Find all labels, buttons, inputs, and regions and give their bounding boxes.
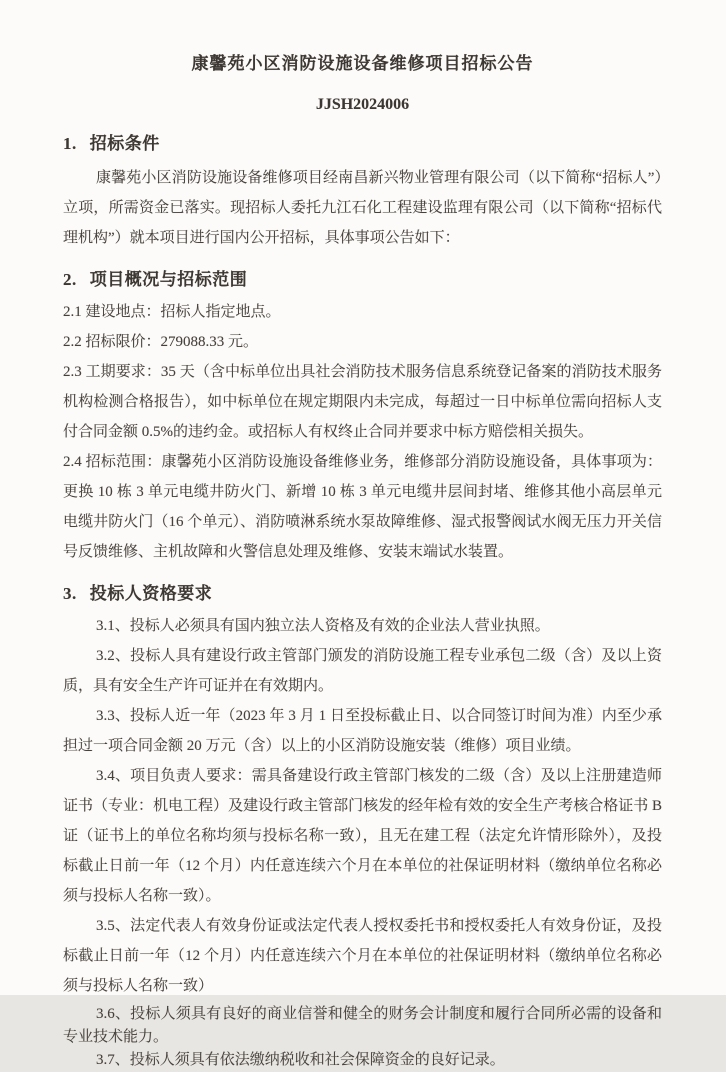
section-project-overview [63, 265, 662, 567]
section-1-heading [63, 129, 662, 159]
clause-1-intro: 康馨苑小区消防设施设备维修项目经南昌新兴物业管理有限公司（以下简称“招标人”）立项，所需资金已落实。现招标人委托九江石化工程建设监理有限公司（以下简称“招标代理机构”）就本项目进行国内公开招标，具体事项公告如下： [63, 170, 662, 247]
clause-2-3: 2.3 工期要求：35 天（含中标单位出具社会消防技术服务信息系统登记备案的消防技术服务机构检测合格报告），如中标单位在规定期限内未完成，每超过一日中标单位需向招标人支付合同金额 0.5%的违约金。或招标人有权终止合同并要求中标方赔偿相关损失。 [63, 364, 662, 441]
clause-3-7: 3.7、投标人须具有依法缴纳税收和社会保障资金的良好记录。 [96, 1052, 505, 1069]
section-bidding-conditions [63, 129, 662, 253]
section-2-number: 2. [63, 270, 77, 290]
project-code: JJSH2024006 [315, 96, 410, 114]
section-bidder-qualifications [63, 579, 662, 1072]
clause-2-4: 2.4 招标范围：康馨苑小区消防设施设备维修业务，维修部分消防设施设备，具体事项为：更换 10 栋 3 单元电缆井防火门、新增 10 栋 3 单元电缆井层间封堵、维修其他小高层单元电缆井防火门（16 个单元）、消防喷淋系统水泵故障维修、湿式报警阀试水阀无压力开关信号反馈维修、主机故障和火警信息处理及维修、安装末端试水装置。 [63, 454, 662, 561]
clause-3-4: 3.4、项目负责人要求：需具备建设行政主管部门核发的二级（含）及以上注册建造师证书（专业：机电工程）及建设行政主管部门核发的经年检有效的安全生产考核合格证书 B 证（证书上的单位名称均须与投标名称一致），且无在建工程（法定允许情形除外），及投标截止日前一年（12 个月）内任意连续六个月在本单位的社保证明材料（缴纳单位名称必须与投标人名称一致）。 [63, 768, 662, 905]
clause-3-1: 3.1、投标人必须具有国内独立法人资格及有效的企业法人营业执照。 [96, 618, 550, 635]
clause-3-2: 3.2、投标人具有建设行政主管部门颁发的消防设施工程专业承包二级（含）及以上资质，具有安全生产许可证并在有效期内。 [63, 648, 662, 695]
section-2-heading [63, 265, 662, 295]
clause-3-3: 3.3、投标人近一年（2023 年 3 月 1 日至投标截止日、以合同签订时间为准）内至少承担过一项合同金额 20 万元（含）以上的小区消防设施安装（维修）项目业绩。 [63, 708, 662, 755]
clause-2-1: 2.1 建设地点：招标人指定地点。 [63, 304, 281, 321]
section-1-title: 招标条件 [89, 134, 160, 154]
clause-2-2: 2.2 招标限价：279088.33 元。 [63, 334, 259, 351]
clause-3-6: 3.6、投标人须具有良好的商业信誉和健全的财务会计制度和履行合同所必需的设备和专业技术能力。 [63, 1006, 662, 1046]
section-3-heading [63, 579, 662, 609]
section-1-number: 1. [63, 134, 77, 154]
section-2-title: 项目概况与招标范围 [89, 270, 248, 290]
document-title: 康馨苑小区消防设施设备维修项目招标公告 [191, 54, 534, 74]
clause-3-5: 3.5、法定代表人有效身份证或法定代表人授权委托书和授权委托人有效身份证，及投标截止日前一年（12 个月）内任意连续六个月在本单位的社保证明材料（缴纳单位名称必须与投标人名称一致） [63, 918, 662, 995]
section-3-number: 3. [63, 584, 77, 604]
section-3-title: 投标人资格要求 [89, 584, 213, 604]
